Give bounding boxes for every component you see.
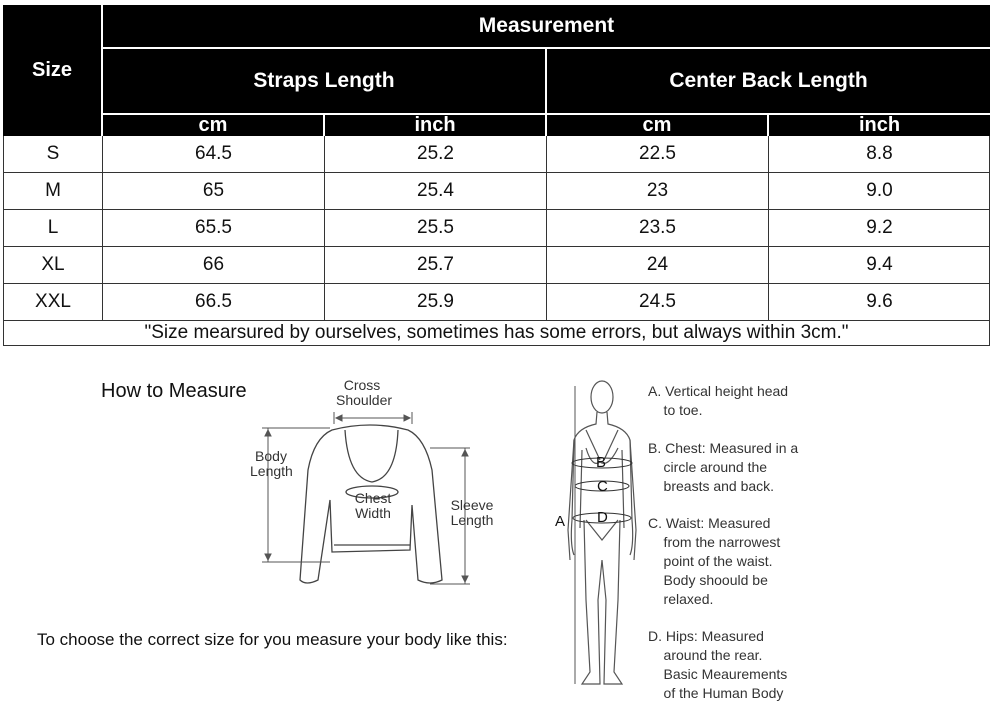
value-cell: 25.9 (324, 284, 546, 320)
value-cell: 66 (102, 247, 324, 283)
cross-shoulder-label: Cross Shoulder (336, 377, 393, 408)
size-cell: L (47, 217, 59, 238)
value-cell: 24 (546, 247, 768, 283)
how-to-measure-title: How to Measure (101, 380, 247, 402)
value-cell: 9.6 (768, 284, 990, 320)
value-cell: 64.5 (102, 136, 324, 172)
value-cell: 22.5 (546, 136, 768, 172)
value-cell: 25.5 (324, 210, 546, 246)
unit-header-cm: cm (101, 115, 323, 136)
legend-item-a: A. Vertical height head to toe. (648, 383, 789, 418)
choose-size-instruction: To choose the correct size for you measure your body like this: (37, 630, 508, 649)
marker-b: B (596, 454, 607, 471)
value-cell: 65 (102, 173, 324, 209)
measurement-note: "Size mearsured by ourselves, sometimes has some errors, but always within 3cm." (3, 320, 990, 346)
value-cell: 24.5 (546, 284, 768, 320)
size-cell: M (45, 180, 61, 201)
unit-header-inch: inch (323, 115, 545, 136)
value-cell: 25.4 (324, 173, 546, 209)
sleeve-length-label: Sleeve Length (450, 497, 494, 528)
value-cell: 9.4 (768, 247, 990, 283)
size-cell: S (46, 143, 60, 164)
legend-item-d: D. Hips: Measured around the rear. Basic Meaurements of the Human Body (648, 628, 788, 701)
value-cell: 65.5 (102, 210, 324, 246)
size-header: Size (3, 5, 101, 136)
unit-header-cm: cm (545, 115, 767, 136)
marker-a: A (555, 513, 566, 530)
value-cell: 66.5 (102, 284, 324, 320)
measurement-header: Measurement (101, 5, 990, 49)
value-cell: 23.5 (546, 210, 768, 246)
value-cell: 25.7 (324, 247, 546, 283)
value-cell: 9.2 (768, 210, 990, 246)
marker-c: C (597, 478, 608, 495)
value-cell: 8.8 (768, 136, 990, 172)
legend-item-b: B. Chest: Measured in a circle around the breasts and back. (648, 440, 799, 494)
legend-item-c: C. Waist: Measured from the narrowest point of the waist. Body shoould be relaxed. (648, 515, 781, 607)
size-cell: XL (41, 254, 65, 275)
value-cell: 25.2 (324, 136, 546, 172)
unit-header-inch: inch (767, 115, 990, 136)
value-cell: 9.0 (768, 173, 990, 209)
value-cell: 23 (546, 173, 768, 209)
center-back-length-header: Center Back Length (545, 49, 990, 115)
size-cell: XXL (35, 291, 71, 312)
straps-length-header: Straps Length (101, 49, 545, 115)
chest-width-label: Chest Width (354, 490, 392, 521)
body-length-label: Body Length (250, 448, 293, 479)
marker-d: D (597, 509, 608, 526)
